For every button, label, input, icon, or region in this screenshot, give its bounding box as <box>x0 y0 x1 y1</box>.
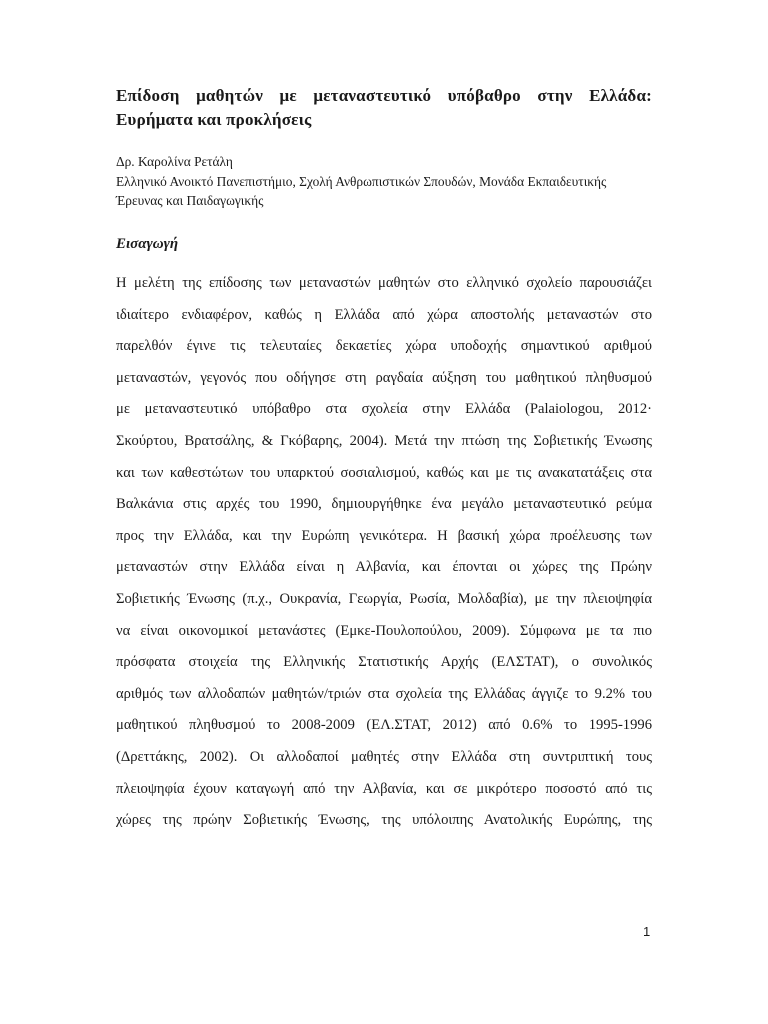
body-line: πρόσφατα στοιχεία της Ελληνικής Στατιστικής Αρχής (ΕΛΣΤΑΤ), ο συνολικός <box>116 654 652 671</box>
page-number: 1 <box>643 924 651 939</box>
title-line-2: Ευρήματα και προκλήσεις <box>116 110 312 129</box>
body-line: Σκούρτου, Βρατσάλης, & Γκόβαρης, 2004). Μετά την πτώση της Σοβιετικής Ένωσης <box>116 432 652 449</box>
body-line: ιδιαίτερο ενδιαφέρον, καθώς η Ελλάδα από χώρα αποστολής μεταναστών στο <box>116 306 652 323</box>
body-line: αριθμός των αλλοδαπών μαθητών/τριών στα σχολεία της Ελλάδας άγγιζε το 9.2% του <box>116 685 652 702</box>
body-line: με μεταναστευτικό υπόβαθρο στα σχολεία στην Ελλάδα (Palaiologou, 2012· <box>116 401 652 418</box>
section-heading: Εισαγωγή <box>116 236 179 252</box>
body-line: Σοβιετικής Ένωσης (π.χ., Ουκρανία, Γεωργία, Ρωσία, Μολδαβία), με την πλειοψηφία <box>116 590 652 607</box>
body-line: προς την Ελλάδα, και την Ευρώπη γενικότερα. Η βασική χώρα προέλευσης των <box>116 527 652 544</box>
body-line: παρελθόν έγινε τις τελευταίες δεκαετίες χώρα υποδοχής σημαντικού αριθμού <box>116 338 652 355</box>
title-line-1: Επίδοση μαθητών με μεταναστευτικό υπόβαθρο στην Ελλάδα: <box>116 86 652 105</box>
body-line: πλειοψηφία έχουν καταγωγή από την Αλβανία, και σε μικρότερο ποσοστό από τις <box>116 780 652 797</box>
affiliation-line-1: Ελληνικό Ανοικτό Πανεπιστήμιο, Σχολή Ανθρωπιστικών Σπουδών, Μονάδα Εκπαιδευτικής <box>116 173 607 189</box>
author-name: Δρ. Καρολίνα Ρετάλη <box>116 154 233 169</box>
body-line: χώρες της πρώην Σοβιετικής Ένωσης, της υπόλοιπης Ανατολικής Ευρώπης, της <box>116 812 652 829</box>
body-line: (Δρεττάκης, 2002). Οι αλλοδαποί μαθητές στην Ελλάδα στη συντριπτική τους <box>116 748 652 765</box>
affiliation-line-2: Έρευνας και Παιδαγωγικής <box>116 193 264 208</box>
body-line: και των καθεστώτων του υπαρκτού σοσιαλισμού, καθώς και με τις ανακατατάξεις στα <box>116 464 652 481</box>
body-line: μεταναστών, γεγονός που οδήγησε στη ραγδαία αύξηση του μαθητικού πληθυσμού <box>116 369 652 386</box>
body-line: να είναι οικονομικοί μετανάστες (Εμκε-Πουλοπούλου, 2009). Σύμφωνα με τα πιο <box>116 622 652 639</box>
body-line: μεταναστών στην Ελλάδα είναι η Αλβανία, και έπονται οι χώρες της Πρώην <box>116 559 652 576</box>
author-block <box>116 152 652 211</box>
body-line: Η μελέτη της επίδοσης των μεταναστών μαθητών στο ελληνικό σχολείο παρουσιάζει <box>116 275 652 291</box>
body-text <box>116 268 652 837</box>
document-title <box>116 84 652 132</box>
body-line: μαθητικού πληθυσμού το 2008-2009 (ΕΛ.ΣΤΑΤ, 2012) από 0.6% το 1995-1996 <box>116 717 652 734</box>
body-line: Βαλκάνια στις αρχές του 1990, δημιουργήθηκε ένα μεγάλο μεταναστευτικό ρεύμα <box>116 496 652 513</box>
